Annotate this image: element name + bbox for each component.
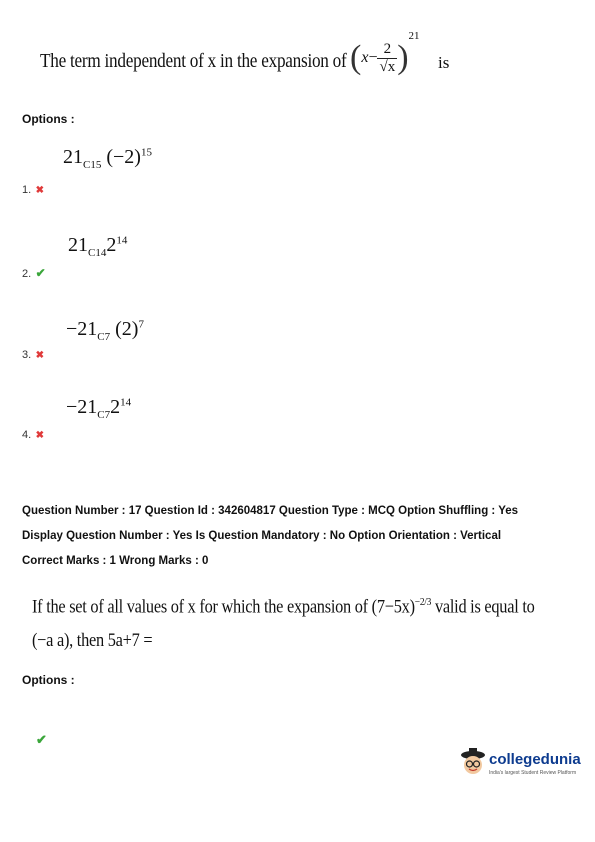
option-2[interactable]	[22, 264, 46, 282]
expr-fraction: $\frac{2}{√x}$	[379, 40, 396, 75]
option-4[interactable]	[22, 425, 44, 443]
option-number: 2.	[22, 268, 32, 280]
expr-power: 21	[408, 30, 420, 42]
logo-tagline: India's largest Student Review Platform	[489, 770, 577, 776]
option-number: 1.	[22, 184, 32, 196]
correct-check-icon: ✔	[35, 266, 46, 280]
option-4-math: $-21_{C7}2^{14}$	[66, 396, 132, 421]
question-16-suffix: is	[438, 53, 450, 72]
options-label: Options :	[22, 112, 75, 126]
question-meta-line-2: Display Question Number : Yes Is Question Mandatory : No Option Orientation : Vertical	[22, 530, 502, 542]
expr-minus: −	[368, 49, 378, 66]
correct-check-icon: ✔	[36, 732, 47, 747]
option-2-math: $21_{C14}2^{14}$	[68, 234, 128, 259]
wrong-mark-icon: ✖	[35, 350, 45, 361]
question-meta-line-1: Question Number : 17 Question Id : 342604817 Question Type : MCQ Option Shuffling : Yes	[22, 505, 519, 517]
logo-wordmark: collegedunia	[489, 751, 581, 768]
options-label-2: Options :	[22, 673, 75, 687]
option-3-math: $-21_{C7}$ $(2)^7$	[66, 318, 144, 343]
right-paren: )	[397, 39, 409, 76]
option-1[interactable]	[22, 180, 44, 198]
question-meta-line-3: Correct Marks : 1 Wrong Marks : 0	[22, 555, 209, 567]
expr-variable: x	[361, 49, 369, 66]
left-paren: (	[350, 39, 362, 76]
wrong-mark-icon: ✖	[35, 185, 45, 196]
collegedunia-logo	[458, 745, 582, 779]
question-16-expression	[350, 28, 420, 88]
mascot-icon	[458, 745, 488, 779]
question-17-line-1: If the set of all values of x for which the expansion of $(7-5x)^{-2/3}$ valid is equal to	[32, 596, 535, 618]
option-number: 3.	[22, 349, 32, 361]
wrong-mark-icon: ✖	[35, 430, 45, 441]
option-number: 4.	[22, 429, 32, 441]
question-17-line-2: (−a a), then 5a+7 =	[32, 630, 153, 651]
option-3[interactable]	[22, 345, 44, 363]
option-1-math: $21_{C15}$ $(-2)^{15}$	[63, 146, 152, 171]
question-16-text: The term independent of x in the expansion of	[40, 50, 347, 72]
